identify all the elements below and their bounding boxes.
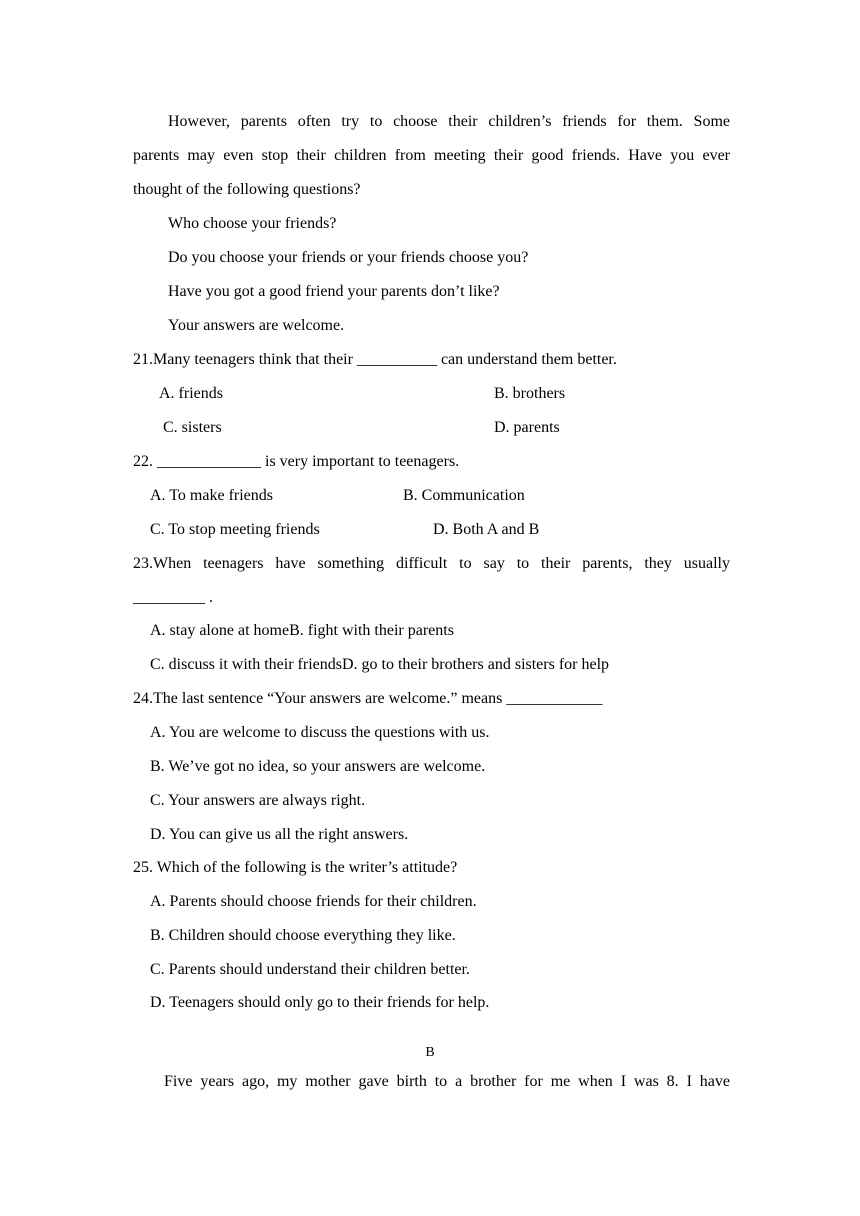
question-22-option-a: A. To make friends — [150, 487, 273, 504]
question-23-options-ab: A. stay alone at homeB. fight with their parents — [150, 622, 454, 639]
passage-a-para1-line3: thought of the following questions? — [133, 181, 361, 198]
question-24-option-d: D. You can give us all the right answers. — [150, 826, 409, 843]
question-25-option-c: C. Parents should understand their children better. — [150, 961, 470, 978]
question-23-stem-line1: 23.When teenagers have something difficult to say to their parents, they usually — [133, 555, 730, 572]
question-21-option-d: D. parents — [494, 419, 560, 436]
question-25-stem: 25. Which of the following is the writer’s attitude? — [133, 859, 458, 876]
question-24-stem: 24.The last sentence “Your answers are welcome.” means ____________ — [133, 690, 603, 707]
question-22-option-c: C. To stop meeting friends — [150, 521, 320, 538]
question-21-stem: 21.Many teenagers think that their __________ can understand them better. — [133, 351, 617, 368]
question-23-stem-line2: _________ . — [133, 589, 213, 606]
passage-a-question-2: Do you choose your friends or your friends choose you? — [168, 249, 529, 266]
question-24-option-a: A. You are welcome to discuss the questions with us. — [150, 724, 490, 741]
question-24-option-c: C. Your answers are always right. — [150, 792, 366, 809]
question-21-option-b: B. brothers — [494, 385, 566, 402]
question-22-stem: 22. _____________ is very important to teenagers. — [133, 453, 460, 470]
question-24-option-b: B. We’ve got no idea, so your answers are welcome. — [150, 758, 486, 775]
question-25-option-b: B. Children should choose everything they like. — [150, 927, 456, 944]
question-25-option-a: A. Parents should choose friends for their children. — [150, 893, 477, 910]
question-23-options-cd: C. discuss it with their friendsD. go to their brothers and sisters for help — [150, 656, 610, 673]
passage-a-para1-line1: However, parents often try to choose their children’s friends for them. Some — [168, 113, 730, 130]
passage-a-closing: Your answers are welcome. — [168, 317, 345, 334]
passage-a-question-1: Who choose your friends? — [168, 215, 337, 232]
passage-b-first-line: Five years ago, my mother gave birth to a brother for me when I was 8. I have — [164, 1073, 730, 1090]
question-21-option-a: A. friends — [159, 385, 223, 402]
question-22-option-d: D. Both A and B — [433, 521, 540, 538]
question-25-option-d: D. Teenagers should only go to their friends for help. — [150, 994, 490, 1011]
question-21-option-c: C. sisters — [163, 419, 222, 436]
passage-a-para1-line2: parents may even stop their children from meeting their good friends. Have you ever — [133, 147, 730, 164]
passage-a-question-3: Have you got a good friend your parents don’t like? — [168, 283, 500, 300]
question-22-option-b: B. Communication — [403, 487, 525, 504]
passage-b-heading: B — [425, 1045, 435, 1060]
